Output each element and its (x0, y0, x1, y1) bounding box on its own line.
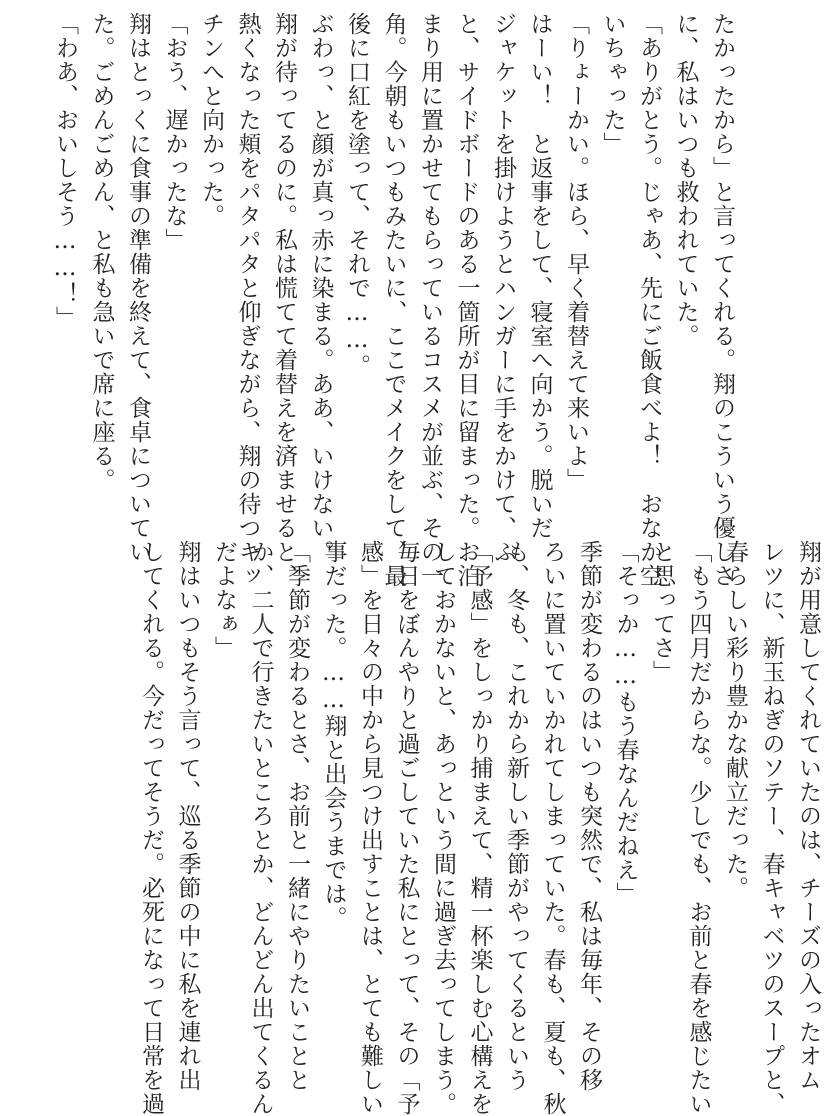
text-line: レツに、新玉ねぎのソテー、春キャベツのスープと、 (758, 540, 785, 1116)
text-line: 「そっか……もう春なんだねえ」 (612, 540, 639, 906)
text-line: 翔はとっくに食事の準備を終えて、食卓についてい (125, 12, 151, 564)
text-line: と、サイドボードのある一箇所が目に留まった。お泊 (453, 12, 480, 588)
text-line: 「わあ、おいしそう……！」 (52, 12, 78, 330)
text-line: だよなぁ」 (211, 540, 237, 660)
text-line: はーい！ と返事をして、寝室へ向かう。脱いだ (526, 12, 553, 540)
text-line: か、二人で行きたいところとか、どんどん出てくるん (247, 540, 274, 1116)
text-line: 角。今朝もいつもみたいに、ここでメイクをして、最 (380, 12, 407, 588)
text-line: いちゃった」 (599, 12, 626, 156)
text-line: 事だった。……翔と出会うまでは。 (320, 540, 347, 930)
text-line: と思ってさ」 (649, 540, 675, 684)
text-line: 翔はいつもそう言って、巡る季節の中に私を連れ出 (174, 540, 201, 1092)
text-line: 「りょーかい。ほら、早く着替えて来いよ」 (563, 12, 589, 492)
text-line: まり用に置かせてもらっているコスメが並ぶ、その一 (417, 12, 443, 588)
text-line: 「季節が変わるとさ、お前と一緒にやりたいことと (284, 540, 310, 1092)
text-line: た。ごめんごめん、と私も急いで席に座る。 (88, 12, 115, 492)
text-line: しておかないと、あっという間に過ぎ去ってしまう。 (430, 540, 456, 1116)
top-text-block (47, 12, 741, 588)
text-line: 「ありがとう。じゃあ、先にご飯食べよ！ おなか空 (636, 12, 662, 588)
text-line: ろいに置いていかれてしまっていた。春も、夏も、秋 (539, 540, 566, 1116)
text-line: 感」を日々の中から見つけ出すことは、とても難しい (357, 540, 383, 1116)
text-line: に、私はいつも救われていた。 (672, 12, 699, 348)
text-line: 季節が変わるのはいつも突然で、私は毎年、その移 (576, 540, 602, 1092)
text-line: ぶわっ、と顔が真っ赤に染まる。ああ、いけない。 (307, 12, 334, 564)
text-line: 「もう四月だからな。少しでも、お前と春を感じたい (685, 540, 712, 1116)
text-line: も、冬も、これから新しい季節がやってくるという (503, 540, 529, 1092)
text-line: チンへと向かった。 (198, 12, 224, 228)
text-line: 「おう、遅かったな」 (161, 12, 188, 252)
text-line: たかったから」と言ってくれる。翔のこういう優しさ (709, 12, 735, 588)
text-line: 翔が用意してくれていたのは、チーズの入ったオム (795, 540, 821, 1092)
text-line: 後に口紅を塗って、それで……。 (344, 12, 370, 378)
bottom-text-block (133, 540, 827, 1116)
text-line: 春らしい彩り豊かな献立だった。 (722, 540, 748, 900)
text-line: 「予感」をしっかり捕まえて、精一杯楽しむ心構えを (466, 540, 493, 1116)
text-line: 翔が待ってるのに。私は慌てて着替えを済ませると、 (271, 12, 297, 588)
text-line: 毎日をぼんやりと過ごしていた私にとって、その「予 (393, 540, 420, 1116)
text-line: してくれる。今だってそうだ。必死になって日常を過 (138, 540, 164, 1116)
text-line: ジャケットを掛けようとハンガーに手をかけて、ふ (490, 12, 516, 564)
text-line: 熱くなった頬をパタパタと仰ぎながら、翔の待つキッ (234, 12, 261, 588)
